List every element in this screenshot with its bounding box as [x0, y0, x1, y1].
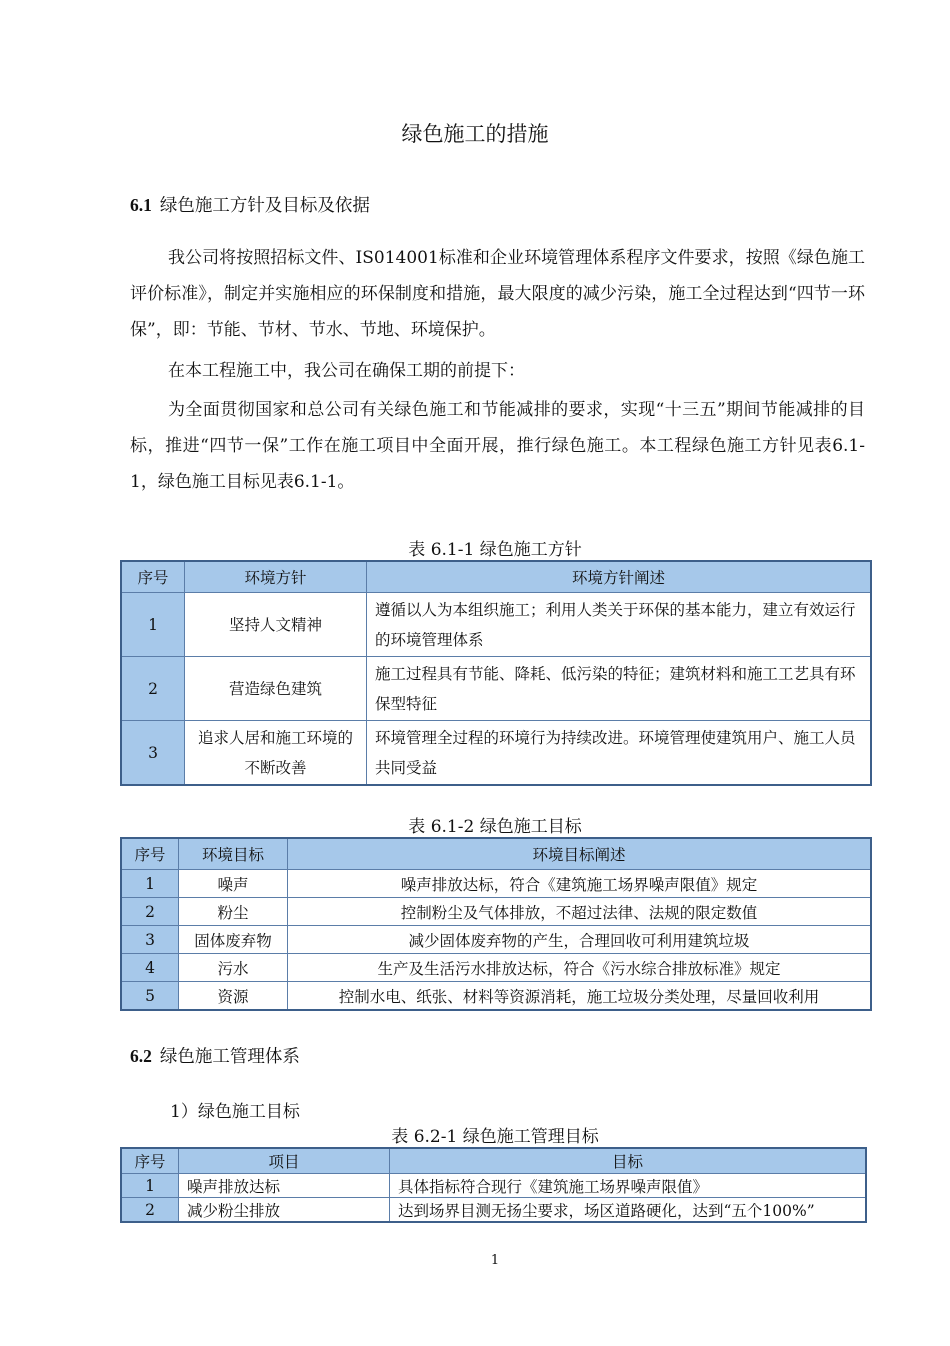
row-number: 5 — [121, 982, 179, 1011]
policy-cell: 营造绿色建筑 — [185, 657, 367, 721]
description-cell: 施工过程具有节能、降耗、低污染的特征；建筑材料和施工工艺具有环保型特征 — [367, 657, 872, 721]
table-row — [121, 721, 871, 786]
table-row — [121, 657, 871, 721]
row-number: 3 — [121, 721, 185, 786]
table3-caption: 表 6.2-1 绿色施工管理目标 — [391, 1127, 599, 1147]
row-number: 1 — [121, 870, 179, 898]
subheading: 1）绿色施工目标 — [170, 1102, 300, 1122]
description-cell: 环境管理全过程的环境行为持续改进。环境管理使建筑用户、施工人员共同受益 — [367, 721, 872, 786]
target-cell: 具体指标符合现行《建筑施工场界噪声限值》 — [390, 1174, 867, 1198]
description-cell: 减少固体废弃物的产生，合理回收可利用建筑垃圾 — [288, 926, 872, 954]
table-row — [121, 593, 871, 657]
table-row — [121, 982, 871, 1011]
target-cell: 达到场界目测无扬尘要求，场区道路硬化，达到“五个100%” — [390, 1198, 867, 1223]
paragraph-3: 为全面贯彻国家和总公司有关绿色施工和节能减排的要求，实现“十三五”期间节能减排的目标，推进“四节一保”工作在施工项目中全面开展，推行绿色施工。本工程绿色施工方针见表6.1-1，绿色施工目标见表6.1-1。 — [130, 400, 865, 492]
header-cell: 序号 — [121, 1148, 179, 1174]
table-header-row — [121, 1148, 866, 1174]
row-number: 2 — [121, 1198, 179, 1223]
row-number: 3 — [121, 926, 179, 954]
table-row — [121, 898, 871, 926]
row-number: 4 — [121, 954, 179, 982]
header-cell: 环境方针 — [185, 561, 367, 593]
target-cell: 污水 — [179, 954, 288, 982]
paragraph-1: 我公司将按照招标文件、IS014001标准和企业环境管理体系程序文件要求，按照《绿色施工评价标准》，制定并实施相应的环保制度和措施，最大限度的减少污染，施工全过程达到“四节一环保”，即：节能、节材、节水、节地、环境保护。 — [130, 248, 865, 340]
header-cell: 目标 — [390, 1148, 867, 1174]
section-title: 绿色施工方针及目标及依据 — [159, 196, 370, 216]
page-title: 绿色施工的措施 — [401, 122, 549, 146]
header-cell: 环境方针阐述 — [367, 561, 872, 593]
policy-cell: 坚持人文精神 — [185, 593, 367, 657]
target-cell: 固体废弃物 — [179, 926, 288, 954]
section-number: 6.1 — [130, 195, 152, 215]
target-cell: 噪声 — [179, 870, 288, 898]
table1-caption: 表 6.1-1 绿色施工方针 — [408, 540, 582, 560]
table-green-policy — [120, 560, 872, 786]
header-cell: 环境目标阐述 — [288, 838, 872, 870]
row-number: 1 — [121, 1174, 179, 1198]
target-cell: 粉尘 — [179, 898, 288, 926]
table-row — [121, 1174, 866, 1198]
row-number: 1 — [121, 593, 185, 657]
description-cell: 控制水电、纸张、材料等资源消耗，施工垃圾分类处理，尽量回收利用 — [288, 982, 872, 1011]
section-heading-6-1 — [130, 192, 370, 217]
section-title: 绿色施工管理体系 — [159, 1047, 300, 1067]
description-cell: 控制粉尘及气体排放，不超过法律、法规的限定数值 — [288, 898, 872, 926]
table-header-row — [121, 838, 871, 870]
table-header-row — [121, 561, 871, 593]
description-cell: 遵循以人为本组织施工；利用人类关于环保的基本能力，建立有效运行的环境管理体系 — [367, 593, 872, 657]
table-row — [121, 1198, 866, 1223]
item-cell: 噪声排放达标 — [179, 1174, 390, 1198]
page-number: 1 — [490, 1253, 500, 1268]
target-cell: 资源 — [179, 982, 288, 1011]
table-row — [121, 926, 871, 954]
item-cell: 减少粉尘排放 — [179, 1198, 390, 1223]
table-green-targets — [120, 837, 872, 1011]
table-row — [121, 870, 871, 898]
table-management-targets — [120, 1147, 867, 1223]
description-cell: 噪声排放达标，符合《建筑施工场界噪声限值》规定 — [288, 870, 872, 898]
row-number: 2 — [121, 898, 179, 926]
section-heading-6-2 — [130, 1043, 300, 1068]
header-cell: 序号 — [121, 838, 179, 870]
header-cell: 项目 — [179, 1148, 390, 1174]
header-cell: 序号 — [121, 561, 185, 593]
section-number: 6.2 — [130, 1046, 152, 1066]
description-cell: 生产及生活污水排放达标，符合《污水综合排放标准》规定 — [288, 954, 872, 982]
policy-cell: 追求人居和施工环境的不断改善 — [185, 721, 367, 786]
table2-caption: 表 6.1-2 绿色施工目标 — [408, 817, 582, 837]
header-cell: 环境目标 — [179, 838, 288, 870]
table-row — [121, 954, 871, 982]
row-number: 2 — [121, 657, 185, 721]
paragraph-2: 在本工程施工中，我公司在确保工期的前提下： — [168, 361, 525, 381]
